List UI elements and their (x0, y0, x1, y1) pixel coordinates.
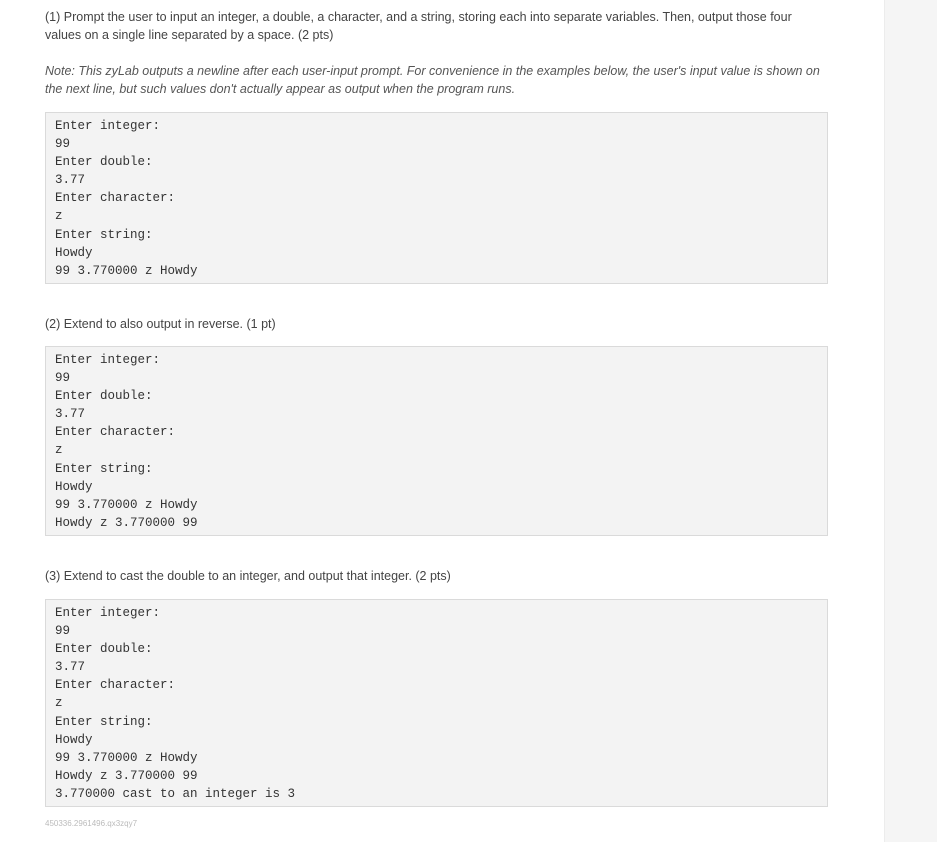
example3-line: Howdy (55, 732, 93, 747)
example3-line: Enter integer: (55, 606, 161, 620)
example2-line: Howdy (55, 479, 93, 494)
part1-description: (1) Prompt the user to input an integer, a double, a character, and a string, storing each into separate variables. Then, output those four values on a single line separated by a space. (2 pts) (45, 10, 792, 42)
note-text: Note: This zyLab outputs a newline after each user-input prompt. For convenience in the examples below, the user's input value is shown on the next line, but such values don't actually appear as output when the program runs. (45, 64, 820, 96)
example1-line: 3.77 (55, 173, 86, 188)
example2-line: Enter character: (55, 425, 176, 440)
example1-line: 99 (55, 137, 71, 152)
example3-line: Enter character: (55, 678, 176, 693)
example3-line: 3.770000 cast to an integer is 3 (55, 786, 296, 801)
example3-line: Enter string: (55, 714, 153, 729)
example2-line: Enter double: (55, 389, 153, 404)
example2-line: Howdy z 3.770000 99 (55, 515, 198, 530)
example1-line: Enter character: (55, 191, 176, 206)
example1-line: Enter integer: (55, 119, 161, 133)
example2-line: Enter string: (55, 461, 153, 476)
example2-line: 99 3.770000 z Howdy (55, 497, 198, 512)
example1-line: Howdy (55, 245, 93, 260)
example1-line: Enter double: (55, 155, 153, 170)
right-side-panel (884, 0, 937, 842)
example3-line: z (55, 696, 63, 711)
lab-id-footer: 450336.2961496.qx3zqy7 (45, 819, 138, 828)
example1-output-box (45, 112, 828, 284)
example3-line: 3.77 (55, 660, 86, 675)
example2-line: z (55, 443, 63, 458)
example3-line: Enter double: (55, 642, 153, 657)
example2-line: Enter integer: (55, 353, 161, 367)
example3-line: Howdy z 3.770000 99 (55, 768, 198, 783)
example3-line: 99 (55, 624, 71, 639)
example1-line: z (55, 209, 63, 224)
part2-description: (2) Extend to also output in reverse. (1 pt) (45, 317, 276, 331)
example3-output-box (45, 599, 828, 807)
example2-line: 99 (55, 371, 71, 386)
example3-line: 99 3.770000 z Howdy (55, 750, 198, 765)
example2-output-box (45, 346, 828, 536)
example2-line: 3.77 (55, 407, 86, 422)
part3-description: (3) Extend to cast the double to an integer, and output that integer. (2 pts) (45, 569, 451, 583)
example1-line: Enter string: (55, 227, 153, 242)
example1-line: 99 3.770000 z Howdy (55, 263, 198, 278)
